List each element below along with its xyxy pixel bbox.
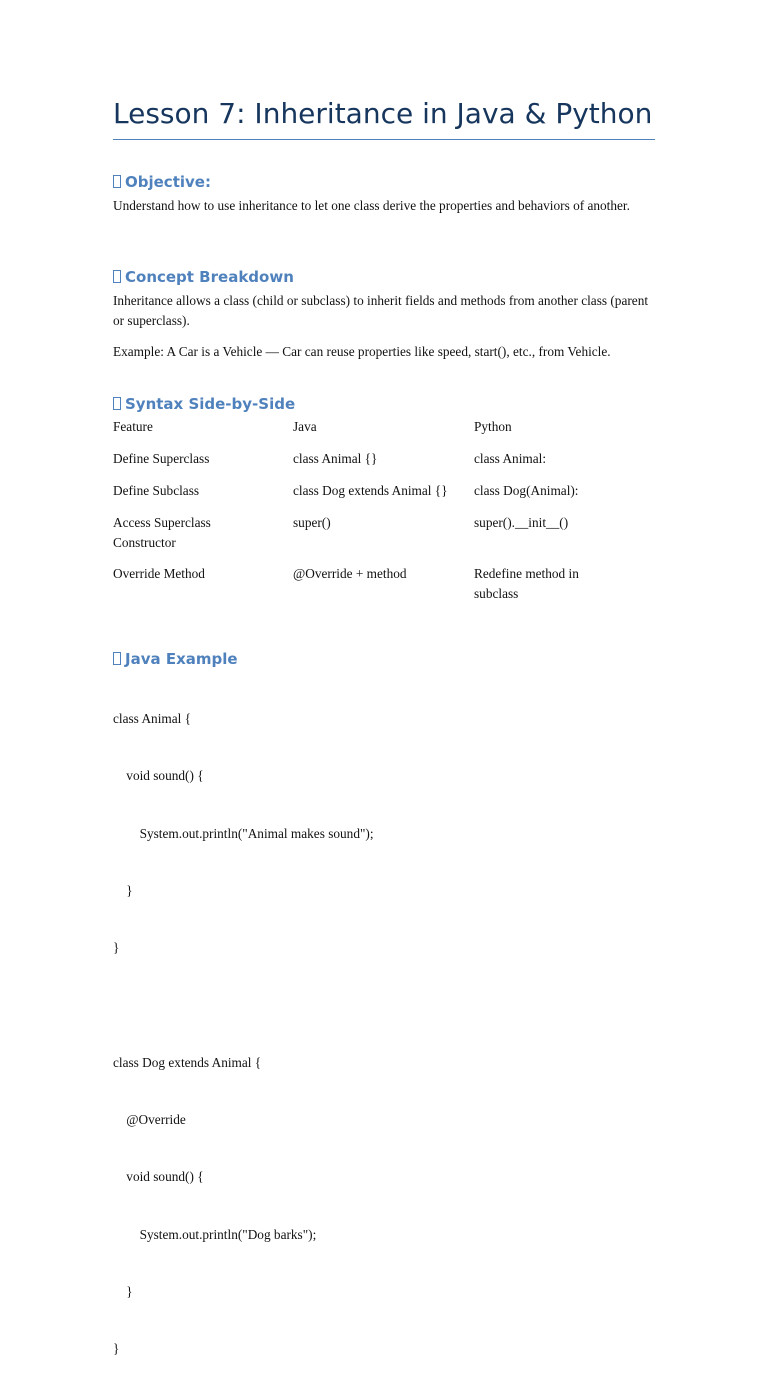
- syntax-heading-label: Syntax Side-by-Side: [125, 395, 296, 413]
- table-cell: @Override + method: [293, 566, 407, 581]
- code-line: @Override: [113, 1112, 186, 1128]
- objective-text: Understand how to use inheritance to let one class derive the properties and behaviors of another.: [113, 198, 630, 213]
- syntax-heading: [113, 394, 295, 414]
- code-line: void sound() {: [113, 1169, 204, 1185]
- table-cell: Override Method: [113, 566, 205, 581]
- concept-example-text: Example: A Car is a Vehicle — Car can reuse properties like speed, start(), etc., from Vehicle.: [113, 344, 611, 359]
- code-line: }: [113, 1341, 120, 1357]
- code-line: System.out.println("Dog barks");: [113, 1226, 317, 1242]
- code-line: System.out.println("Animal makes sound");: [113, 825, 374, 841]
- table-cell: Define Subclass: [113, 483, 200, 498]
- java-example-heading-label: Java Example: [125, 650, 238, 668]
- table-cell: class Dog(Animal):: [474, 483, 579, 498]
- java-example-heading: [113, 649, 238, 669]
- missing-glyph-icon: [113, 175, 121, 188]
- table-cell: Define Superclass: [113, 451, 210, 466]
- title-underline: [113, 139, 655, 140]
- missing-glyph-icon: [113, 270, 121, 283]
- objective-heading: [113, 172, 211, 192]
- code-line: void sound() {: [113, 768, 204, 784]
- code-line: [113, 996, 655, 1015]
- missing-glyph-icon: [113, 397, 121, 410]
- java-code-block: [113, 671, 655, 1397]
- code-line: }: [113, 940, 120, 956]
- table-cell: class Animal {}: [293, 451, 378, 466]
- page-title: Lesson 7: Inheritance in Java & Python: [113, 97, 653, 130]
- table-cell: class Dog extends Animal {}: [293, 483, 448, 498]
- missing-glyph-icon: [113, 652, 121, 665]
- table-cell: Access Superclass Constructor: [113, 515, 211, 550]
- concept-heading-label: Concept Breakdown: [125, 268, 294, 286]
- table-header-cell: Java: [293, 419, 317, 434]
- table-cell: super(): [293, 515, 331, 530]
- code-line: class Dog extends Animal {: [113, 1054, 262, 1070]
- table-header-cell: Python: [474, 419, 512, 434]
- concept-heading: [113, 267, 294, 287]
- code-line: }: [113, 883, 133, 899]
- code-line: class Animal {: [113, 711, 192, 727]
- table-cell: class Animal:: [474, 451, 547, 466]
- table-cell: super().__init__(): [474, 515, 569, 530]
- concept-text: Inheritance allows a class (child or subclass) to inherit fields and methods from another class (parent or superclass).: [113, 293, 649, 328]
- table-cell: Redefine method in subclass: [474, 566, 579, 601]
- table-header-cell: Feature: [113, 419, 153, 434]
- code-line: }: [113, 1284, 133, 1299]
- objective-heading-label: Objective:: [125, 173, 211, 191]
